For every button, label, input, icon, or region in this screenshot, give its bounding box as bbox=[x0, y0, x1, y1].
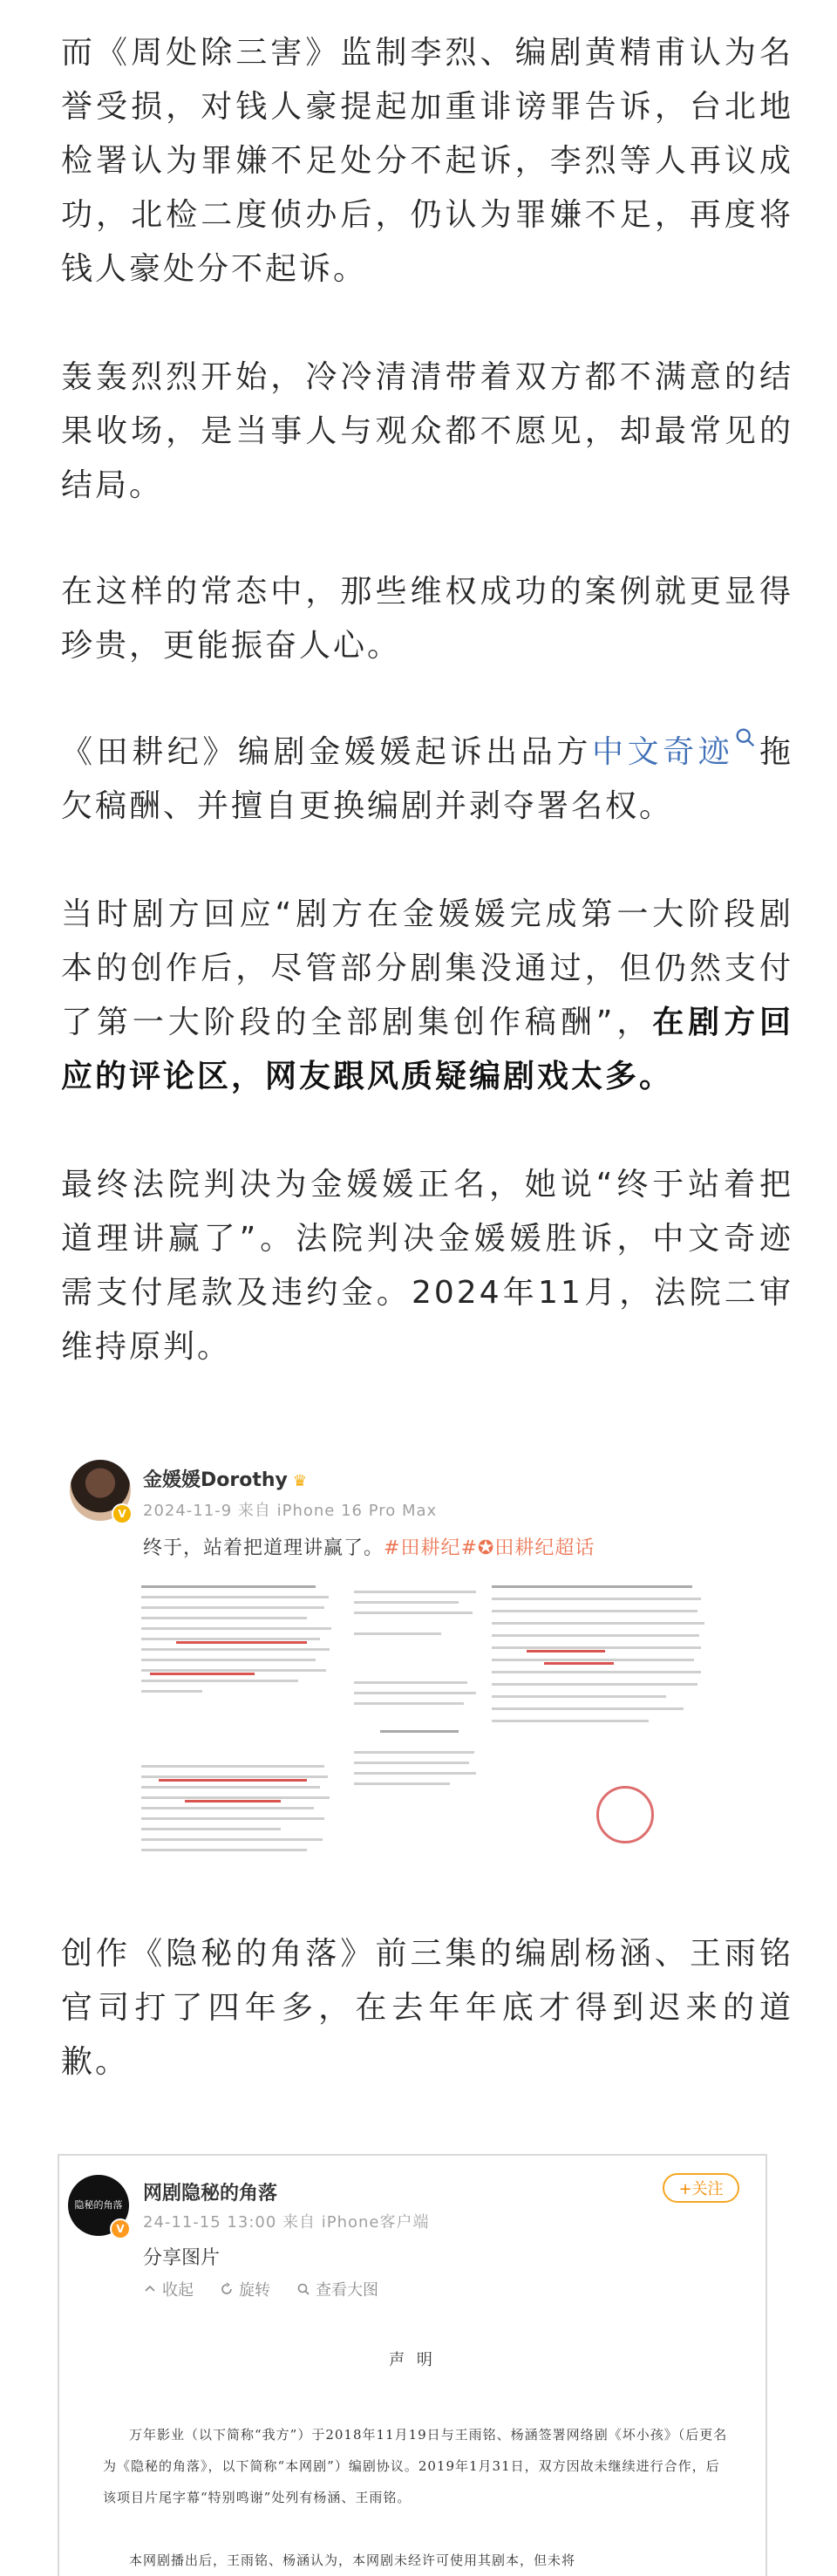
hashtag-tiangengji[interactable]: #田耕纪# bbox=[384, 1537, 478, 1559]
rotate-button[interactable] bbox=[220, 2278, 270, 2300]
paragraph-5-text: 当时剧方回应“剧方在金媛媛完成第一大阶段剧本的创作后，尽管部分剧集没通过，但仍然支付了第一大阶段的全部剧集创作稿酬”， bbox=[61, 896, 793, 1040]
image-actions bbox=[143, 2278, 378, 2300]
paragraph-2: 轰轰烈烈开始，冷冷清清带着双方都不满意的结果收场，是当事人与观众都不愿见，却最常见的结局。 bbox=[61, 359, 793, 503]
follow-button[interactable]: +关注 bbox=[663, 2173, 739, 2203]
collapse-button[interactable] bbox=[143, 2278, 194, 2300]
verified-badge-icon: V bbox=[112, 1503, 133, 1524]
paragraph-4-text-end: 拖欠稿酬、并擅自更换编剧并剥夺署名权。 bbox=[61, 734, 793, 824]
view-large-button[interactable] bbox=[296, 2278, 378, 2300]
paragraph-4-text-start: 《田耕纪》编剧金媛媛起诉出品方 bbox=[61, 734, 592, 770]
supertopic-link[interactable]: 田耕纪超话 bbox=[494, 1537, 595, 1559]
judgment-image-3[interactable] bbox=[492, 1577, 708, 1878]
post-username-text: 金媛媛Dorothy bbox=[143, 1469, 288, 1491]
paragraph-3: 在这样的常态中，那些维权成功的案例就更显得珍贵，更能振奋人心。 bbox=[61, 574, 793, 664]
statement-body-continued: 本网剧播出后，王雨铭、杨涵认为，本网剧未经许可使用其剧本，但未将 bbox=[129, 2552, 576, 2568]
verified-badge-icon: V bbox=[110, 2218, 131, 2239]
post-text: 分享图片 bbox=[143, 2247, 221, 2269]
paragraph-6: 最终法院判决为金媛媛正名，她说“终于站着把道理讲赢了”。法院判决金媛媛胜诉，中文奇迹需支付尾款及违约金。2024年11月，法院二审维持原判。 bbox=[61, 1167, 793, 1365]
post-text bbox=[143, 1533, 595, 1560]
court-seal-icon bbox=[596, 1786, 654, 1843]
paragraph-1: 而《周处除三害》监制李烈、编剧黄精甫认为名誉受损，对钱人豪提起加重诽谤罪告诉，台北地检署认为罪嫌不足处分不起诉，李烈等人再议成功，北检二度侦办后，仍认为罪嫌不足，再度将钱人豪处分不起诉。 bbox=[61, 35, 793, 287]
post-username[interactable]: 网剧隐秘的角落 bbox=[143, 2183, 278, 2205]
paragraph-4 bbox=[61, 726, 793, 834]
paragraph-5 bbox=[61, 888, 793, 1104]
weibo-post-hidden-corner bbox=[58, 2154, 767, 2576]
link-zhongwen-qiji[interactable]: 中文奇迹 bbox=[591, 734, 734, 770]
collapse-label: 收起 bbox=[162, 2281, 194, 2300]
magnify-icon bbox=[296, 2282, 310, 2296]
statement-image[interactable] bbox=[94, 2339, 731, 2568]
paragraph-7: 创作《隐秘的角落》前三集的编剧杨涵、王雨铭官司打了四年多，在去年年底才得到迟来的道歉。 bbox=[61, 1936, 793, 2080]
collapse-icon bbox=[143, 2282, 157, 2296]
weibo-post-jin-yuanyuan bbox=[66, 1448, 711, 1894]
supertopic-icon: ✪ bbox=[477, 1537, 495, 1559]
judgment-image-1[interactable] bbox=[141, 1577, 340, 1878]
paragraph-5-bold: 在剧方回应的评论区，网友跟风质疑编剧戏太多。 bbox=[61, 1005, 793, 1094]
search-icon[interactable] bbox=[733, 726, 758, 750]
crown-icon: ♛ bbox=[292, 1472, 308, 1490]
statement-body: 万年影业（以下简称“我方”）于2018年11月19日与王雨铭、杨涵签署网络剧《坏小孩》（后更名为《隐秘的角落》，以下简称“本网剧”）编剧协议。2019年1月31日，双方因故未继续进行合作，后该项目片尾字幕“特别鸣谢”处列有杨涵、王雨铭。 bbox=[103, 2427, 728, 2505]
rotate-icon bbox=[220, 2282, 234, 2296]
statement-title: 声 明 bbox=[389, 2351, 436, 2369]
post-meta: 2024-11-9 来自 iPhone 16 Pro Max bbox=[143, 1502, 438, 1520]
rotate-label: 旋转 bbox=[239, 2281, 270, 2300]
view-large-label: 查看大图 bbox=[316, 2281, 378, 2300]
post-text-body: 终于，站着把道理讲赢了。 bbox=[143, 1537, 384, 1559]
avatar[interactable]: 隐秘的角落 bbox=[68, 2175, 129, 2236]
judgment-image-2[interactable] bbox=[354, 1577, 483, 1878]
post-meta: 24-11-15 13:00 来自 iPhone客户端 bbox=[143, 2213, 430, 2232]
post-username[interactable] bbox=[143, 1465, 307, 1492]
